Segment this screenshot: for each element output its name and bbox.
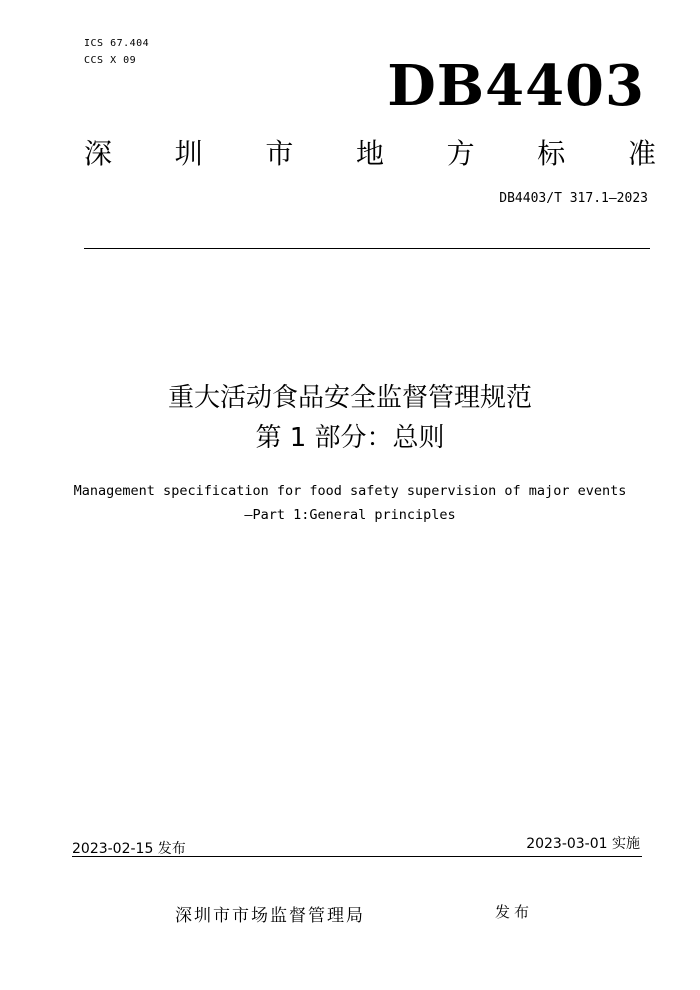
standard-logo: DB4403 (387, 53, 645, 119)
ccs-code: CCS X 09 (84, 55, 137, 66)
issuing-authority: 深圳市市场监督管理局 (175, 906, 365, 926)
title-cn-part: 第 1 部分：总则 (255, 423, 445, 453)
issue-label: 发布 (495, 903, 534, 921)
standard-type-char: 准 (627, 137, 656, 170)
footer-divider (72, 856, 642, 857)
standard-type-char: 地 (355, 137, 384, 170)
ics-code: ICS 67.404 (84, 38, 150, 49)
title-cn-main: 重大活动食品安全监督管理规范 (167, 383, 532, 413)
standard-type (84, 136, 656, 172)
implementation-date: 2023-03-01 实施 (526, 836, 640, 852)
title-en-part: —Part 1:General principles (244, 507, 456, 523)
title-en-main: Management specification for food safety supervision of major events (73, 483, 627, 499)
standard-type-char: 深 (84, 137, 113, 170)
header-divider (84, 248, 650, 249)
standard-type-char: 标 (537, 137, 566, 170)
standard-type-char: 圳 (174, 137, 203, 170)
standard-code: DB4403/T 317.1—2023 (499, 191, 648, 206)
publish-date: 2023-02-15 发布 (72, 841, 186, 857)
standard-type-char: 方 (446, 137, 475, 170)
standard-type-char: 市 (265, 137, 294, 170)
